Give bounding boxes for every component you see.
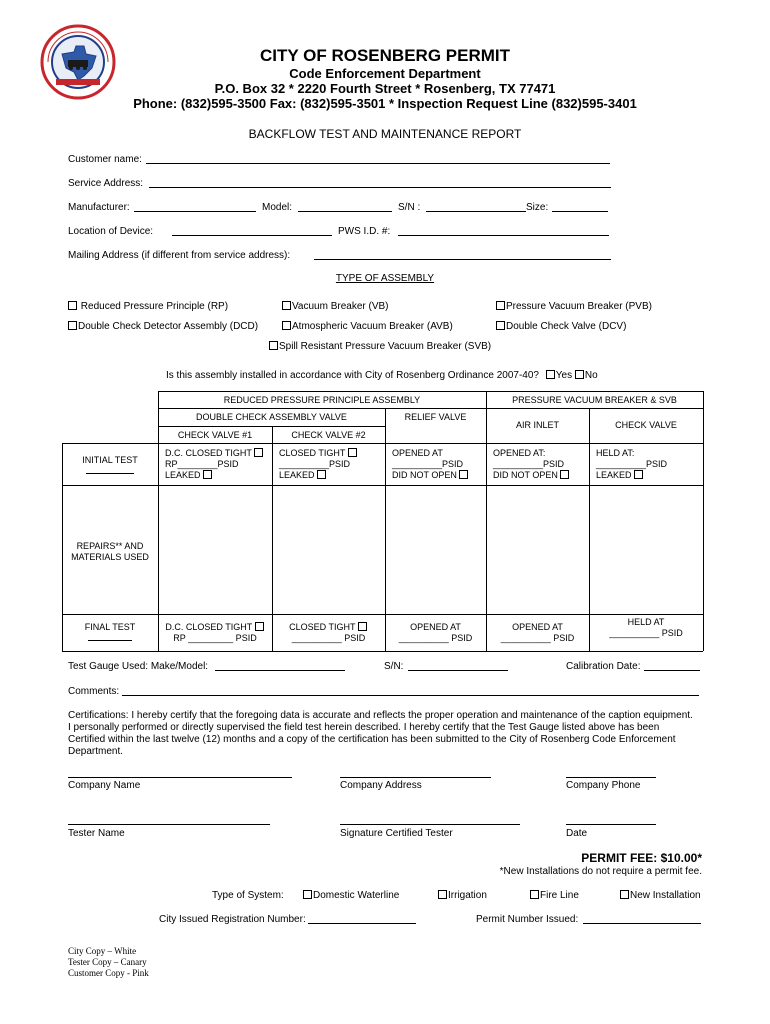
gauge-sn-field[interactable] [408,670,508,671]
initial-relief-didnotopen-checkbox[interactable] [459,470,468,479]
report-title: BACKFLOW TEST AND MAINTENANCE REPORT [248,127,522,141]
initial-cv2-leaked-checkbox[interactable] [317,470,326,479]
company-phone-field[interactable] [566,777,656,778]
pvb-checkbox[interactable] [496,301,505,310]
pvb-option[interactable] [496,301,652,312]
avb-checkbox[interactable] [282,321,291,330]
company-address-label: Company Address [340,780,422,791]
assembly-type-heading: TYPE OF ASSEMBLY [335,273,435,284]
manufacturer-field[interactable] [134,211,256,212]
gauge-sn-label: S/N: [384,661,404,672]
comments-label: Comments: [68,686,120,697]
dcda-label: Double Check Detector Assembly (DCD) [78,321,259,332]
location-label: Location of Device: [68,226,154,237]
model-label: Model: [262,202,293,213]
gauge-make-label: Test Gauge Used: Make/Model: [68,661,209,672]
pvb-label: Pressure Vacuum Breaker (PVB) [506,301,652,312]
svb-option[interactable] [269,341,491,352]
company-phone-label: Company Phone [566,780,641,791]
gauge-make-field[interactable] [215,670,345,671]
customer-name-field[interactable] [146,163,610,164]
rpp-header: REDUCED PRESSURE PRINCIPLE ASSEMBLY [223,395,421,405]
mailing-address-label: Mailing Address (if different from service address): [68,250,291,261]
cv2-header: CHECK VALVE #2 [291,430,366,440]
ordinance-question-text: Is this assembly installed in accordance with City of Rosenberg Ordinance 2007-40? [166,370,539,381]
tester-name-field[interactable] [68,824,270,825]
pws-id-label: PWS I.D. #: [338,226,391,237]
final-test-label: FINAL TEST [62,622,158,643]
initial-checkvalve-leaked-checkbox[interactable] [634,470,643,479]
company-name-field[interactable] [68,777,292,778]
company-name-label: Company Name [68,780,141,791]
svb-label: Spill Resistant Pressure Vacuum Breaker (SVB) [279,341,492,352]
dcv-label: Double Check Valve (DCV) [506,321,627,332]
system-type-label: Type of System: [212,890,284,901]
dcv-checkbox[interactable] [496,321,505,330]
ordinance-question [166,370,598,381]
service-address-label: Service Address: [68,178,144,189]
permit-fee: PERMIT FEE: $10.00* [581,851,702,865]
fire-line-option[interactable]: Fire Line [530,890,579,901]
dcda-checkbox[interactable] [68,321,77,330]
permit-number-field[interactable] [583,923,701,924]
vb-checkbox[interactable] [282,301,291,310]
rp-checkbox[interactable] [68,301,77,310]
initial-airinlet-cell[interactable]: OPENED AT: __________PSID DID NOT OPEN [493,448,570,481]
model-field[interactable] [298,211,392,212]
department-phones: Phone: (832)595-3500 Fax: (832)595-3501 * Inspection Request Line (832)595-3401 [133,96,637,111]
customer-name-label: Customer name: [68,154,142,165]
ordinance-yes-label: Yes [555,370,573,381]
location-field[interactable] [172,235,332,236]
ordinance-no-checkbox[interactable] [575,370,584,379]
date-label: Date [566,828,588,839]
certification-text: Certifications: I hereby certify that the foregoing data is accurate and reflects the proper operation and maintenance of the caption equipment. I personally performed or directly supervised the field test herein described. I hereby certify that the Test Gauge listed above has been Certified within the last twelve (12) months and a copy of the certification has been submitted to the City of Rosenberg Code Enforcement Department. [68,710,693,757]
rp-option[interactable] [68,301,228,312]
vb-label: Vacuum Breaker (VB) [292,301,389,312]
cv1-header: CHECK VALVE #1 [177,430,253,440]
initial-cv1-leaked-checkbox[interactable] [203,470,212,479]
final-relief-cell[interactable]: OPENED AT __________ PSID [398,622,473,643]
tester-name-label: Tester Name [68,828,125,839]
signature-label: Signature Certified Tester [340,828,453,839]
initial-checkvalve-cell[interactable]: HELD AT: __________PSID LEAKED [596,448,668,480]
repairs-label: REPAIRS** AND MATERIALS USED [71,541,149,562]
registration-label: City Issued Registration Number: [159,914,306,925]
department-address: P.O. Box 32 * 2220 Fourth Street * Rosenberg, TX 77471 [214,81,556,96]
ordinance-yes-checkbox[interactable] [546,370,555,379]
page-title: CITY OF ROSENBERG PERMIT [260,46,510,65]
pvb-header: PRESSURE VACUUM BREAKER & SVB [512,395,677,405]
initial-cv2-tight-checkbox[interactable] [348,448,357,457]
domestic-option[interactable]: Domestic Waterline [303,890,399,901]
new-installation-option[interactable]: New Installation [620,890,701,901]
size-field[interactable] [552,211,608,212]
initial-cv1-cell[interactable]: D.C. CLOSED TIGHT RP________PSID LEAKED [165,448,264,481]
manufacturer-label: Manufacturer: [68,202,130,213]
calibration-label: Calibration Date: [566,661,641,672]
irrigation-checkbox[interactable] [438,890,447,899]
sn-label: S/N : [398,202,421,213]
pws-id-field[interactable] [398,235,609,236]
initial-cv1-tight-checkbox[interactable] [254,448,263,457]
permit-fee-note: *New Installations do not require a permit fee. [499,866,702,877]
final-cv2-cell[interactable]: CLOSED TIGHT __________ PSID [289,622,366,643]
relief-valve-header: RELIEF VALVE [404,412,467,422]
rp-label: Reduced Pressure Principle (RP) [80,301,229,312]
irrigation-option[interactable]: Irrigation [438,890,487,901]
dca-header: DOUBLE CHECK ASSEMBLY VALVE [196,412,347,422]
final-cv1-cell[interactable]: D.C. CLOSED TIGHT RP _________ PSID [158,622,272,644]
avb-option[interactable] [282,321,453,332]
initial-airinlet-didnotopen-checkbox[interactable] [560,470,569,479]
air-inlet-header: AIR INLET [515,420,559,430]
svb-checkbox[interactable] [269,341,278,350]
final-airinlet-cell[interactable]: OPENED AT __________ PSID [500,622,575,643]
vb-option[interactable] [282,301,389,312]
final-cv2-tight-checkbox[interactable] [358,622,367,631]
copy-distribution: City Copy – White Tester Copy – Canary Customer Copy - Pink [68,946,149,978]
new-installation-checkbox[interactable] [620,890,629,899]
initial-test-label: INITIAL TEST [62,455,158,476]
check-valve-header: CHECK VALVE [615,420,677,430]
initial-relief-cell[interactable]: OPENED AT __________PSID DID NOT OPEN [392,448,469,481]
avb-label: Atmospheric Vacuum Breaker (AVB) [292,321,453,332]
fire-line-checkbox[interactable] [530,890,539,899]
mailing-address-field[interactable] [314,259,611,260]
service-address-field[interactable] [149,187,611,188]
calibration-field[interactable] [644,670,700,671]
sn-field[interactable] [426,211,526,212]
initial-cv2-cell[interactable]: CLOSED TIGHT __________PSID LEAKED [279,448,358,481]
domestic-checkbox[interactable] [303,890,312,899]
dcv-option[interactable] [496,321,626,332]
permit-number-label: Permit Number Issued: [476,914,579,925]
comments-field[interactable] [122,695,699,696]
date-field[interactable] [566,824,656,825]
dcda-option[interactable] [68,321,258,332]
final-cv1-tight-checkbox[interactable] [255,622,264,631]
signature-field[interactable] [340,824,520,825]
final-checkvalve-cell[interactable]: HELD AT __________ PSID [609,617,683,638]
size-label: Size: [526,202,549,213]
ordinance-no-label: No [584,370,598,381]
company-address-field[interactable] [340,777,491,778]
department-name: Code Enforcement Department [289,66,481,81]
registration-field[interactable] [308,923,416,924]
